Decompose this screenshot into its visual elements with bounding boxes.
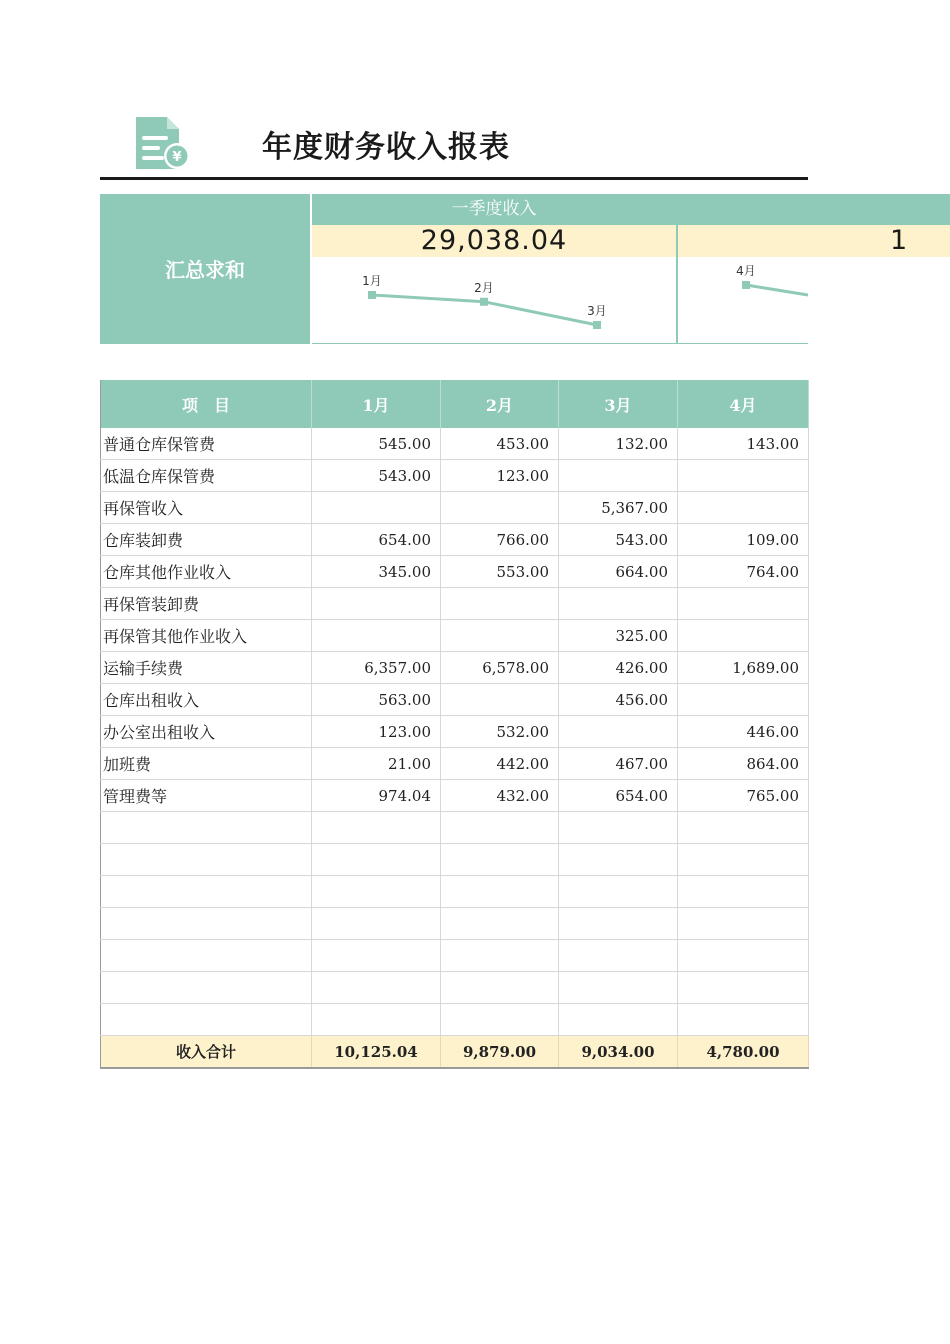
row-label: 普通仓库保管费 <box>101 428 312 460</box>
table-row <box>101 556 809 588</box>
table-cell: 9,879.00 <box>441 1036 559 1069</box>
table-cell: 974.04 <box>312 780 441 812</box>
table-row <box>101 588 809 620</box>
row-label: 仓库装卸费 <box>101 524 312 556</box>
table-cell <box>312 940 441 972</box>
table-cell <box>678 492 809 524</box>
report-title: 年度财务收入报表 <box>262 130 510 165</box>
row-label <box>101 1004 312 1036</box>
row-label <box>101 940 312 972</box>
table-cell: 654.00 <box>312 524 441 556</box>
table-cell <box>559 716 678 748</box>
table-cell <box>312 908 441 940</box>
table-cell <box>678 684 809 716</box>
q2-sparkline <box>678 257 808 344</box>
table-cell: 442.00 <box>441 748 559 780</box>
total-row <box>101 1036 809 1069</box>
row-label: 办公室出租收入 <box>101 716 312 748</box>
table-cell: 766.00 <box>441 524 559 556</box>
table-row <box>101 876 809 908</box>
q1-total: 29,038.04 <box>312 225 676 257</box>
q1-header: 一季度收入 <box>312 194 676 225</box>
table-cell <box>678 460 809 492</box>
table-row <box>101 748 809 780</box>
table-cell <box>441 908 559 940</box>
row-label: 再保管装卸费 <box>101 588 312 620</box>
row-label: 管理费等 <box>101 780 312 812</box>
header-jan: 1月 <box>312 380 441 428</box>
table-cell: 1,689.00 <box>678 652 809 684</box>
table-cell: 6,578.00 <box>441 652 559 684</box>
trend-point-label: 4月 <box>736 264 756 278</box>
title-underline <box>100 177 808 180</box>
income-table <box>100 380 809 1069</box>
trend-point <box>368 291 376 299</box>
table-cell: 654.00 <box>559 780 678 812</box>
row-label <box>101 972 312 1004</box>
table-row <box>101 460 809 492</box>
table-cell <box>678 620 809 652</box>
table-cell <box>441 844 559 876</box>
table-cell <box>678 812 809 844</box>
table-cell: 345.00 <box>312 556 441 588</box>
table-row <box>101 972 809 1004</box>
table-row <box>101 524 809 556</box>
q2-total: 1 <box>678 225 950 257</box>
header-apr: 4月 <box>678 380 809 428</box>
trend-point <box>742 281 750 289</box>
q1-sparkline-svg <box>312 257 676 343</box>
table-cell <box>559 1004 678 1036</box>
row-label: 再保管收入 <box>101 492 312 524</box>
q1-sparkline <box>312 257 676 344</box>
row-label <box>101 908 312 940</box>
row-label: 加班费 <box>101 748 312 780</box>
table-cell <box>678 876 809 908</box>
table-cell <box>678 588 809 620</box>
q2-sparkline-svg <box>678 257 808 343</box>
header-mar: 3月 <box>559 380 678 428</box>
table-cell <box>559 460 678 492</box>
table-cell <box>312 1004 441 1036</box>
header-feb: 2月 <box>441 380 559 428</box>
table-cell: 467.00 <box>559 748 678 780</box>
table-cell: 432.00 <box>441 780 559 812</box>
trend-point-label: 1月 <box>362 274 382 288</box>
summary-panel <box>100 194 950 344</box>
row-label: 仓库出租收入 <box>101 684 312 716</box>
header-item: 项 目 <box>101 380 312 428</box>
table-cell: 123.00 <box>441 460 559 492</box>
table-cell <box>441 588 559 620</box>
table-row <box>101 908 809 940</box>
row-label <box>101 812 312 844</box>
row-label: 收入合计 <box>101 1036 312 1069</box>
trend-point-label: 3月 <box>587 304 607 318</box>
table-row <box>101 940 809 972</box>
table-cell <box>441 620 559 652</box>
row-label: 运输手续费 <box>101 652 312 684</box>
table-cell: 446.00 <box>678 716 809 748</box>
table-cell: 21.00 <box>312 748 441 780</box>
table-cell <box>312 588 441 620</box>
row-label: 再保管其他作业收入 <box>101 620 312 652</box>
table-row <box>101 492 809 524</box>
table-row <box>101 652 809 684</box>
table-cell: 426.00 <box>559 652 678 684</box>
table-cell: 109.00 <box>678 524 809 556</box>
trend-point <box>593 321 601 329</box>
table-cell: 543.00 <box>312 460 441 492</box>
row-label: 低温仓库保管费 <box>101 460 312 492</box>
table-cell: 765.00 <box>678 780 809 812</box>
table-cell: 5,367.00 <box>559 492 678 524</box>
table-cell <box>312 812 441 844</box>
invoice-yen-icon <box>133 114 191 172</box>
trend-point-label: 2月 <box>474 280 494 295</box>
table-cell <box>678 940 809 972</box>
table-cell: 10,125.04 <box>312 1036 441 1069</box>
table-cell <box>441 1004 559 1036</box>
table-cell <box>312 492 441 524</box>
table-cell <box>441 684 559 716</box>
table-cell <box>312 876 441 908</box>
table-cell: 553.00 <box>441 556 559 588</box>
table-cell: 9,034.00 <box>559 1036 678 1069</box>
table-header-row <box>101 380 809 428</box>
table-row <box>101 684 809 716</box>
table-cell <box>441 940 559 972</box>
table-row <box>101 428 809 460</box>
trend-line <box>746 285 808 295</box>
table-cell: 543.00 <box>559 524 678 556</box>
table-cell <box>559 812 678 844</box>
table-cell <box>678 908 809 940</box>
table-cell <box>559 972 678 1004</box>
table-cell <box>678 972 809 1004</box>
table-row <box>101 844 809 876</box>
table-cell <box>441 972 559 1004</box>
table-cell <box>312 972 441 1004</box>
table-row <box>101 812 809 844</box>
table-cell: 563.00 <box>312 684 441 716</box>
table-cell: 545.00 <box>312 428 441 460</box>
table-cell <box>441 876 559 908</box>
summary-label: 汇总求和 <box>165 258 245 282</box>
table-cell <box>678 844 809 876</box>
table-cell: 132.00 <box>559 428 678 460</box>
table-cell <box>312 844 441 876</box>
table-cell: 325.00 <box>559 620 678 652</box>
summary-label-cell <box>100 194 310 344</box>
table-cell: 453.00 <box>441 428 559 460</box>
trend-point <box>480 298 488 306</box>
table-cell <box>559 940 678 972</box>
table-cell: 864.00 <box>678 748 809 780</box>
table-row <box>101 780 809 812</box>
table-cell: 532.00 <box>441 716 559 748</box>
table-row <box>101 1004 809 1036</box>
svg-text:¥: ¥ <box>172 150 182 165</box>
row-label <box>101 844 312 876</box>
table-cell <box>559 844 678 876</box>
table-cell: 456.00 <box>559 684 678 716</box>
table-row <box>101 716 809 748</box>
table-cell: 664.00 <box>559 556 678 588</box>
table-cell: 123.00 <box>312 716 441 748</box>
table-cell <box>559 876 678 908</box>
table-cell <box>559 588 678 620</box>
table-cell <box>441 812 559 844</box>
table-cell: 4,780.00 <box>678 1036 809 1069</box>
table-row <box>101 620 809 652</box>
q2-header <box>678 194 950 225</box>
row-label: 仓库其他作业收入 <box>101 556 312 588</box>
table-cell <box>678 1004 809 1036</box>
table-cell: 6,357.00 <box>312 652 441 684</box>
table-cell: 143.00 <box>678 428 809 460</box>
row-label <box>101 876 312 908</box>
table-cell <box>312 620 441 652</box>
table-cell: 764.00 <box>678 556 809 588</box>
table-cell <box>559 908 678 940</box>
table-cell <box>441 492 559 524</box>
